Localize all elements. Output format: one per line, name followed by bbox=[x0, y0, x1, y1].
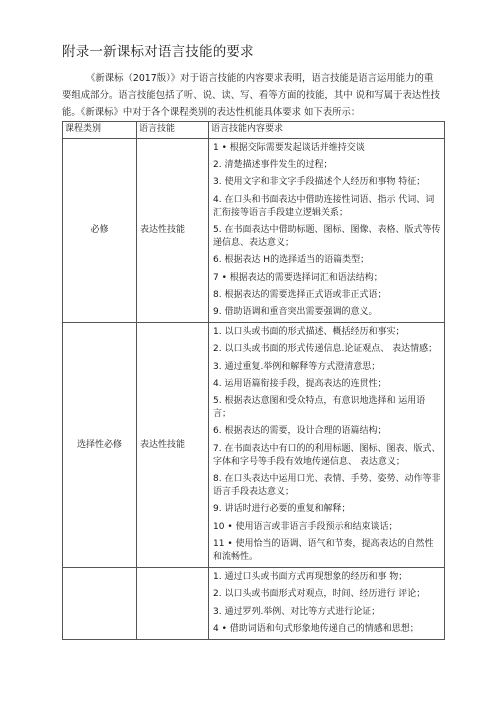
row-category bbox=[63, 568, 137, 640]
table-row-selective-compulsory bbox=[63, 323, 445, 568]
requirement-item: 5. 根据表达意图和受众特点，有意识地选择和 运用语言； bbox=[213, 396, 426, 420]
header-skill-content: 语言技能内容要求 bbox=[209, 122, 445, 139]
requirement-item: 9. 借助语调和重音突出需要强调的意义。 bbox=[213, 307, 378, 318]
requirement-item: 6. 根据表达 H的选择适当的语篇类型； bbox=[213, 255, 370, 266]
table-row-compulsory bbox=[63, 139, 445, 323]
requirement-item: 2. 清楚描述事件发生的过程； bbox=[213, 160, 333, 171]
row-skill: 表达性技能 bbox=[137, 139, 209, 323]
row-category: 选择性必修 bbox=[63, 323, 137, 568]
requirement-item: 7 • 根据表达的需要选择词汇和语法结构； bbox=[213, 272, 383, 283]
table-row-elective bbox=[63, 568, 445, 640]
row-requirements bbox=[209, 568, 445, 640]
requirement-item: 8. 在口头表达中运用口光、表情、手势、姿势、动作等非语言手段表达意义； bbox=[213, 474, 441, 498]
page-title: 附录一新课标对语言技能的要求 bbox=[62, 44, 254, 60]
requirements-table bbox=[62, 121, 445, 640]
row-category: 必修 bbox=[63, 139, 137, 323]
requirement-item: 8. 根据表达的需要选择正式语或非正式语； bbox=[213, 289, 387, 300]
row-skill: 表达性技能 bbox=[137, 323, 209, 568]
requirement-item: 6. 根据表达的需要，设计合理的语篇结构； bbox=[213, 426, 387, 437]
requirement-item: 1. 以口头或书面的形式描述、概括经历和事实； bbox=[213, 327, 405, 338]
requirement-item: 1. 通过口头或书面方式再现想象的经历和事 物； bbox=[213, 572, 408, 583]
requirement-item: 9. 讲话时进行必要的重复和解释； bbox=[213, 504, 351, 515]
requirement-item: 7. 在书面表达中有口的的利用标题、图标、图表、版式、字体和字号等手段有效地传递信息、 表达意义； bbox=[213, 443, 441, 467]
requirement-item: 10 • 使用语言或非语言手段预示和结束谈话； bbox=[213, 521, 398, 532]
table-header-row bbox=[63, 122, 445, 139]
requirement-item: 4 • 借助词语和句式形象地传递自己的情感和思想； bbox=[213, 623, 419, 634]
requirement-item: 3. 通过罗列.举例、对比等方式进行论证； bbox=[213, 606, 381, 617]
requirement-item: 2. 以口头或书面形式对观点，时间、经历进行 评论； bbox=[213, 589, 426, 600]
row-skill bbox=[137, 568, 209, 640]
requirement-item: 5. 在书面表达中借助标题、图标、图像、表格、版式等传递信息、表达意义； bbox=[213, 225, 441, 249]
requirement-item: 3. 通过重复.举例和解释等方式澄清意思； bbox=[213, 361, 381, 372]
requirement-item: 1 • 根据交际需要发起谈话并维持交谈 bbox=[213, 143, 365, 153]
header-course-category: 课程类别 bbox=[63, 122, 137, 139]
requirement-item: 2. 以口头或书面的形式传递信息.论证观点、 表达情感； bbox=[213, 344, 438, 355]
requirement-item: 4. 在口头和书面表达中借助连接性词语、指示 代词、词汇衔接等语言手段建立逻辑关系； bbox=[213, 194, 435, 218]
row-requirements bbox=[209, 323, 445, 568]
requirement-item: 4. 运用语篇衔接手段，提高表达的连贯性； bbox=[213, 378, 387, 389]
requirement-item: 11 • 使用恰当的语调、语气和节奏，提高表达的自然性和流畅性。 bbox=[213, 538, 434, 563]
requirement-item: 3. 使用文字和非文字手段描述个人经历和事物 特征； bbox=[213, 177, 426, 188]
row-requirements bbox=[209, 139, 445, 323]
header-language-skill: 语言技能 bbox=[137, 122, 209, 139]
intro-paragraph: 《新课标（2017版）》对于语言技能的内容要求表明，语言技能是语言运用能力的重要组成部分。语言技能包括了听、说、读、写、看等方面的技能，其中 说和写属于表达性技能。《新课标》中对于各个课程类别的表达性机能具体要求 如下表所示： bbox=[62, 73, 440, 118]
